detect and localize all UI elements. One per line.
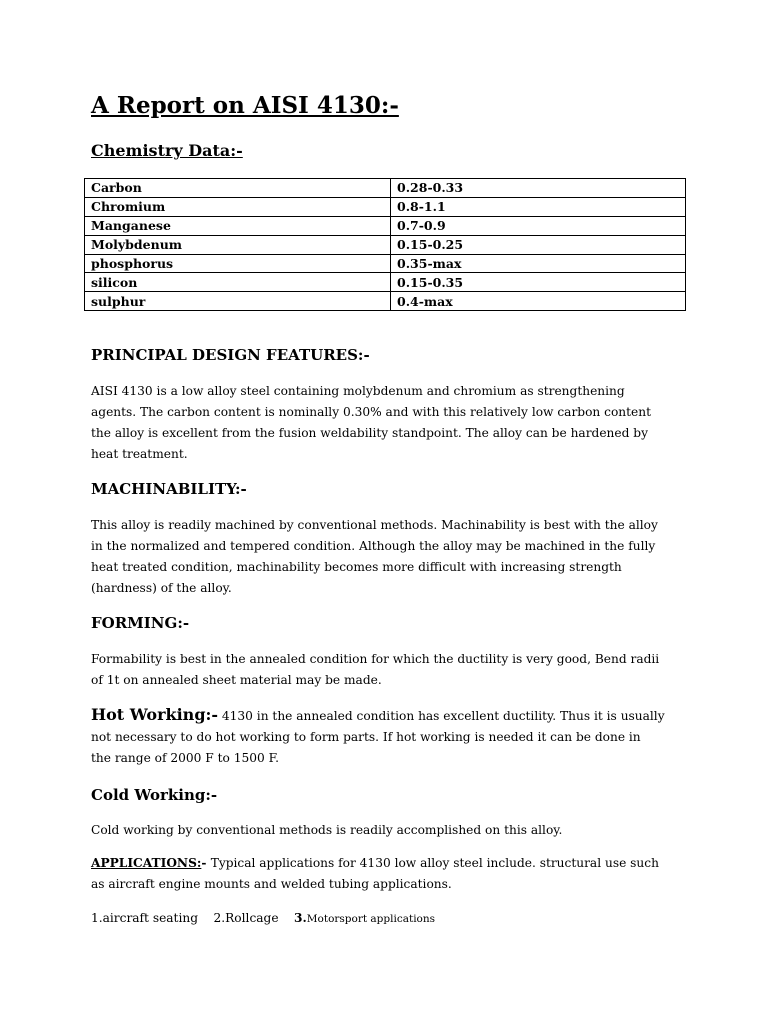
list-line: [91, 908, 691, 930]
table-row: [85, 254, 686, 273]
element-cell: phosphorus: [85, 254, 391, 273]
value-cell: 0.15-0.35: [391, 273, 686, 292]
paragraph-line: in the normalized and tempered condition. Although the alloy may be machined in the fully: [91, 539, 656, 553]
table-row: [85, 292, 686, 311]
value-cell: 0.8-1.1: [391, 197, 686, 216]
element-cell: Carbon: [85, 179, 391, 198]
design-features-heading: PRINCIPAL DESIGN FEATURES:-: [91, 346, 370, 364]
paragraph-line: (hardness) of the alloy.: [91, 581, 232, 595]
design-features-paragraph: [91, 381, 691, 465]
forming-heading: FORMING:-: [91, 614, 190, 632]
paragraph-line: This alloy is readily machined by conventional methods. Machinability is best with the alloy: [91, 518, 658, 532]
value-cell: 0.35-max: [391, 254, 686, 273]
list-item: 2.Rollcage: [213, 911, 279, 925]
cold-working-paragraph: [91, 820, 691, 841]
applications-dash: -: [201, 856, 211, 870]
forming-paragraph: [91, 649, 691, 691]
paragraph-line: of 1t on annealed sheet material may be made.: [91, 673, 382, 687]
paragraph-line: heat treatment.: [91, 447, 188, 461]
list-item: Motorsport applications: [306, 913, 436, 925]
paragraph-line: Cold working by conventional methods is readily accomplished on this alloy.: [91, 823, 563, 837]
chemistry-table: [84, 178, 686, 311]
table-row: [85, 216, 686, 235]
list-item-number: 3.: [294, 911, 307, 925]
hot-working-paragraph: [91, 704, 691, 769]
paragraph-line: the range of 2000 F to 1500 F.: [91, 751, 280, 765]
element-cell: Manganese: [85, 216, 391, 235]
list-item: 1.aircraft seating: [91, 911, 198, 925]
table-row: [85, 235, 686, 254]
applications-first-line: Typical applications for 4130 low alloy steel include. structural use such: [210, 856, 659, 870]
hot-working-first-line: 4130 in the annealed condition has excellent ductility. Thus it is usually: [218, 709, 665, 723]
paragraph-line: [91, 853, 691, 874]
table-row: [85, 197, 686, 216]
table-row: [85, 179, 686, 198]
paragraph-line: AISI 4130 is a low alloy steel containing molybdenum and chromium as strengthening: [91, 384, 625, 398]
machinability-heading: MACHINABILITY:-: [91, 480, 247, 498]
table-row: [85, 273, 686, 292]
element-cell: Chromium: [85, 197, 391, 216]
hot-working-heading: Hot Working:-: [91, 705, 219, 724]
machinability-paragraph: [91, 515, 691, 599]
paragraph-line: heat treated condition, machinability becomes more difficult with increasing strength: [91, 560, 622, 574]
paragraph-line: as aircraft engine mounts and welded tubing applications.: [91, 877, 452, 891]
paragraph-line: not necessary to do hot working to form parts. If hot working is needed it can be done in: [91, 730, 641, 744]
value-cell: 0.28-0.33: [391, 179, 686, 198]
value-cell: 0.4-max: [391, 292, 686, 311]
element-cell: sulphur: [85, 292, 391, 311]
cold-working-heading: Cold Working:-: [91, 786, 218, 804]
value-cell: 0.15-0.25: [391, 235, 686, 254]
applications-list: [91, 908, 691, 930]
element-cell: silicon: [85, 273, 391, 292]
paragraph-line: agents. The carbon content is nominally 0.30% and with this relatively low carbon content: [91, 405, 652, 419]
element-cell: Molybdenum: [85, 235, 391, 254]
chemistry-heading: Chemistry Data:-: [91, 141, 243, 160]
report-title: A Report on AISI 4130:-: [91, 92, 399, 119]
paragraph-line: [91, 704, 691, 727]
applications-heading: APPLICATIONS:: [91, 856, 202, 870]
paragraph-line: the alloy is excellent from the fusion weldability standpoint. The alloy can be hardened by: [91, 426, 648, 440]
applications-paragraph: [91, 853, 691, 895]
paragraph-line: Formability is best in the annealed condition for which the ductility is very good, Bend radii: [91, 652, 660, 666]
value-cell: 0.7-0.9: [391, 216, 686, 235]
